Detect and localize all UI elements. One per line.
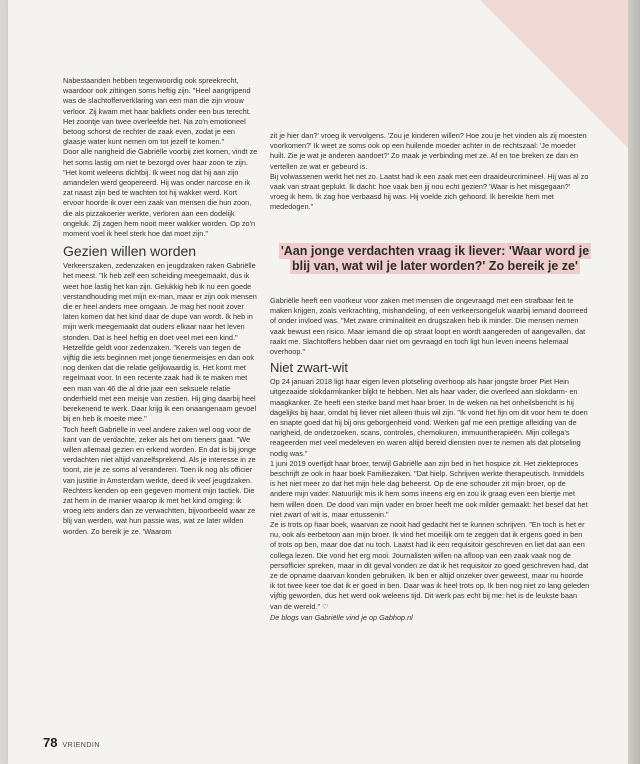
paragraph: Nabestaanden hebben tegenwoordig ook spreekrecht, waardoor ook zittingen soms heftig zijn. "Heel aangrijpend was de slachtofferverklaring van een man die zijn vrouw verloor. Zij kwam met haar bakfiets onder een bus terecht. Het zoontje van twee overleefde het. Na zo'n emotioneel betoog schorst de rechter de zaak even, zodat je een glaasje water kunt nemen om tot jezelf te komen."	[63, 76, 251, 147]
page-number: 78	[43, 735, 58, 750]
paragraph: Op 24 januari 2018 ligt haar eigen leven plotseling overhoop als haar jongste broer Piet Hein uitgezaaide slokdarmkanker blijkt te hebben. Net als haar vader, die overleed aan slokdarm- en maagkanker. Ze heeft een sterke band met haar broer. In de weken na het onheilsbericht is hij dagelijks bij haar, omdat hij liever niet alleen thuis wil zijn. "Ik vond het fijn om dit voor hem te doen en snapte goed dat hij bij ons geborgenheid vond. Werken gaf me een prettige afleiding van de narigheid, de onderzoeken, scans, controles, chemokuren, immuuntherapieën. Mijn collega's reageerden met veel medeleven en waren altijd bereid diensten over te nemen als dat plotseling nodig was."	[270, 377, 588, 458]
paragraph: Gabriëlle heeft een voorkeur voor zaken met mensen die ongevraagd met een strafbaar feit te maken krijgen, zoals verkrachting, mishandeling, of een verkeersongeluk waarbij iemand doorreed of onder invloed was. "Met zware criminaliteit en drugszaken heb ik minder. Die mensen nemen vaak bewust een risico. Maar iemand die op straat loopt en wordt aangereden of aangevallen, dat raakt me. Slachtoffers hebben daar niet om gevraagd en toch ligt hun leven ineens helemaal overhoop."	[270, 296, 588, 357]
pink-corner-decoration	[480, 0, 628, 150]
magazine-page	[8, 0, 628, 764]
page-edge-shadow	[628, 0, 640, 764]
paragraph: zit je hier dan?' vroeg ik vervolgens. 'Zou je kinderen willen? Hoe zou je het vinden als zij moesten voorkomen?' Ik weet ze soms ook op een huilende moeder achter in de rechtszaal: 'Je moeder huilt. Zie je wat je anderen aandoet?' Zo maak je verbinding met ze. Af en toe breken ze dan en vertellen ze wat er gebeurd is.	[270, 131, 587, 171]
left-column	[63, 76, 259, 537]
paragraph: Hetzelfde geldt voor zedenzaken. "Kerels van tegen de vijftig die iets beginnen met jonge tienermeisjes en dan ook nog denken dat die relatie gelijkwaardig is. Het komt met regelmaat voor. In een recente zaak had ik te maken met een man van 46 die al drie jaar een seksuele relatie onderhield met een meisje van zestien. Hij ging daarbij heel berekenend te werk. Daar krijg ik een onaangenaam gevoel bij en heb ik moeite mee."	[63, 342, 257, 424]
right-column-top	[270, 131, 590, 213]
paragraph: Toch heeft Gabriëlle in veel andere zaken wel oog voor de kant van de verdachte, zeker als het om tieners gaat. "We willen allemaal gezien en erkend worden. En dat is bij jonge verdachten niet altijd vanzelfsprekend. Als je interesse in ze toont, zie je ze soms al veranderen. Toen ik nog als officier van justitie in Amsterdam werkte, deed ik veel jeugdzaken. Rechters kenden op een gegeven moment mijn tactiek. Die zat hem in de manier waarop ik met het kind omging: ik vroeg iets anders dan ze verwachtten, bijvoorbeeld waar ze blij van werden, wat hun passie was, wat ze later wilden worden. Zo bereik je ze. 'Waarom	[63, 424, 257, 536]
paragraph: Bij volwassenen werkt het net zo. Laatst had ik een zaak met een draaideurcrimineel. Hij was al zo vaak van straat geplukt. Ik dacht: hoe vaak ben jij nou echt gezien? 'Waar is het misgegaan?' vroeg ik hem. Ik zag hoe verbaasd hij was. Hij voelde zich gehoord. Ik bereikte hem met mededogen."	[270, 171, 589, 212]
paragraph: Verkeerszaken, zedenzaken en jeugdzaken raken Gabriëlle het meest. "Ik heb zelf een scheiding meegemaakt, dus ik weet hoe lastig het kan zijn. Gelukkig heb ik nu een goede verstandhouding met mijn ex-man, maar er zijn ook mensen die er heel anders mee omgaan. Je mag het nooit zover laten komen dat het kind daar de dupe van wordt. Ik heb in mijn werk meegemaakt dat ouders elkaar naar het leven stonden. Dat is heel heftig en doet veel met een kind."	[63, 261, 257, 342]
right-column-bottom	[270, 296, 590, 623]
paragraph: Ze is trots op haar boek, waarvan ze nooit had gedacht het te kunnen schrijven. "En toch is het er nu, ook als eerbetoon aan mijn broer. Ik vind het moeilijk om te zeggen dat ik ergens goed in ben of trots op ben, maar doe dat nu toch. Laatst had ik een requisitoir geschreven en liet dat aan een collega lezen. Die vond het erg mooi. Journalisten willen na afloop van een zaak vaak nog de persofficier spreken, maar in dit geval vonden ze dat ik het requisitoir zo goed geschreven had, dat ze de opname daarvan konden gebruiken. Ik ben er altijd onzeker over geweest, maar nu hoorde ik tot twee keer toe dat ik er goed in ben. Daar was ik heel trots op. Ik ben nog niet zo lang geleden vijftig geworden, dus het werd ook weleens tijd. Dit werk pas echt bij me: het is de leukste baan van de wereld."	[270, 520, 590, 611]
paragraph: Door alle narigheid die Gabriëlle voorbij ziet komen, vindt ze het soms lastig om niet te bezorgd over haar zoon te zijn. "Het komt weleens dichtbij. Ik weet nog dat hij aan zijn amandelen werd geopereerd. Hij was onder narcose en ik zat naast zijn bed te wachten tot hij wakker werd. Kort ervoor hoorde ik over een zaak van mensen die hun zoon, die als pizzakoerier werkte, verloren aan een dodelijk ongeluk. Zij zagen hem nooit meer wakker worden. Op zo'n moment voel ik heel sterk hoe dat moet zijn."	[63, 147, 258, 239]
magazine-name: VRIENDIN	[62, 742, 100, 749]
section-heading: Gezien willen worden	[63, 243, 197, 260]
pull-quote	[270, 244, 600, 274]
paragraph-last	[270, 520, 590, 613]
pull-quote-text: 'Aan jonge verdachten vraag ik liever: 'Waar word je blij van, wat wil je later worden?' Zo bereik je ze'	[280, 244, 590, 273]
section-heading: Niet zwart-wit	[270, 360, 349, 376]
page-footer	[43, 735, 100, 750]
paragraph: 1 juni 2019 overlijdt haar broer, terwijl Gabriëlle aan zijn bed in het hospice zit. Het ziekteproces beschrijft ze ook in haar boek Familiezaken. "Dat hielp. Schrijven werkte therapeutisch. Inmiddels is het niet meer zo dat het mijn hele dag beheerst. Op de ene schouder zit mijn broer, op de andere mijn vader. Natuurlijk mis ik hem soms ineens erg en zou ik graag even een biertje met hem willen doen. De dood van mijn vader en broer heeft me ook milder gemaakt: het besef dat het niet zwart of wit is, maar ertussenin."	[270, 458, 588, 519]
blog-credit: De blogs van Gabriëlle vind je op Gabhop.nl	[270, 612, 413, 622]
heart-icon: ♡	[322, 603, 329, 611]
